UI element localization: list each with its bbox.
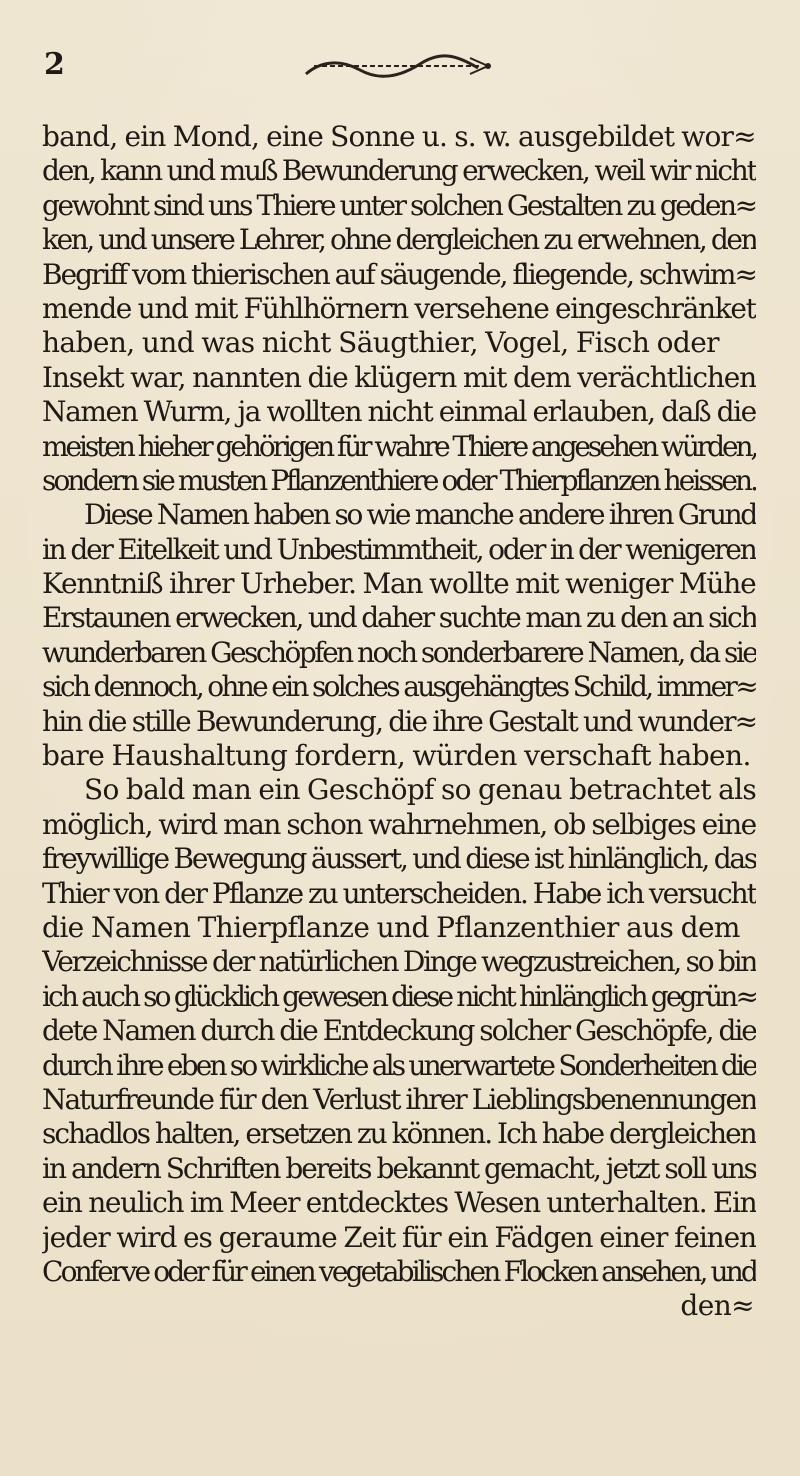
text-line: Erstaunen erwecken, und daher suchte man zu den an sich bbox=[42, 601, 756, 635]
text-line: sondern sie musten Pflanzenthiere oder Thierpflanzen heissen. bbox=[42, 463, 756, 497]
text-line: in der Eitelkeit und Unbestimmtheit, oder in der wenigeren bbox=[42, 532, 756, 566]
text-line: So bald man ein Geschöpf so genau betrachtet als bbox=[84, 773, 756, 807]
text-line: ich auch so glücklich gewesen diese nicht hinlänglich gegrün≈ bbox=[42, 979, 756, 1013]
text-line: den≈ bbox=[680, 1289, 754, 1323]
text-line: Begriff vom thierischen auf säugende, fliegende, schwim≈ bbox=[42, 257, 756, 291]
text-line: Conferve oder für einen vegetabilischen Flocken ansehen, und bbox=[42, 1254, 756, 1288]
text-line: Verzeichnisse der natürlichen Dinge wegzustreichen, so bin bbox=[42, 945, 756, 979]
text-line: mende und mit Fühlhörnern versehene eingeschränket bbox=[42, 291, 756, 325]
text-line: ein neulich im Meer entdecktes Wesen unterhalten. Ein bbox=[42, 1186, 756, 1220]
text-line: haben, und was nicht Säugthier, Vogel, Fisch oder bbox=[42, 326, 719, 360]
text-line: gewohnt sind uns Thiere unter solchen Gestalten zu geden≈ bbox=[42, 188, 756, 222]
text-line: Insekt war, nannten die klügern mit dem verächtlichen bbox=[42, 360, 756, 394]
header-ornament bbox=[302, 52, 492, 84]
text-line: Diese Namen haben so wie manche andere ihren Grund bbox=[84, 498, 756, 532]
text-line: Kenntniß ihrer Urheber. Man wollte mit weniger Mühe bbox=[42, 567, 756, 601]
text-line: durch ihre eben so wirkliche als unerwartete Sonderheiten die bbox=[42, 1048, 756, 1082]
text-line: jeder wird es geraume Zeit für ein Fädgen einer feinen bbox=[42, 1220, 756, 1254]
text-line: hin die stille Bewunderung, die ihre Gestalt und wunder≈ bbox=[42, 704, 756, 738]
text-line: freywillige Bewegung äussert, und diese ist hinlänglich, das bbox=[42, 842, 756, 876]
text-line: möglich, wird man schon wahrnehmen, ob selbiges eine bbox=[42, 807, 756, 841]
text-line: Thier von der Pflanze zu unterscheiden. Habe ich versucht bbox=[42, 876, 756, 910]
text-line: ken, und unsere Lehrer, ohne dergleichen zu erwehnen, den bbox=[42, 223, 756, 257]
text-line: bare Haushaltung fordern, würden verschaft haben. bbox=[42, 739, 751, 773]
page-number: 2 bbox=[44, 47, 65, 82]
text-line: den, kann und muß Bewunderung erwecken, weil wir nicht bbox=[42, 154, 756, 188]
text-line: dete Namen durch die Entdeckung solcher Geschöpfe, die bbox=[42, 1014, 756, 1048]
text-line: meisten hieher gehörigen für wahre Thiere angesehen würden, bbox=[42, 429, 756, 463]
text-line: schadlos halten, ersetzen zu können. Ich habe dergleichen bbox=[42, 1117, 756, 1151]
text-line: Naturfreunde für den Verlust ihrer Lieblingsbenennungen bbox=[42, 1082, 756, 1116]
body-text bbox=[42, 120, 756, 1324]
text-line: sich dennoch, ohne ein solches ausgehängtes Schild, immer≈ bbox=[42, 670, 756, 704]
text-line: in andern Schriften bereits bekannt gemacht, jetzt soll uns bbox=[42, 1151, 756, 1185]
text-line: band, ein Mond, eine Sonne u. s. w. ausgebildet wor≈ bbox=[42, 120, 756, 153]
text-line: wunderbaren Geschöpfen noch sonderbarere Namen, da sie bbox=[42, 635, 756, 669]
text-line: Namen Wurm, ja wollten nicht einmal erlauben, daß die bbox=[42, 395, 756, 429]
text-line: die Namen Thierpflanze und Pflanzenthier aus dem bbox=[42, 910, 740, 944]
